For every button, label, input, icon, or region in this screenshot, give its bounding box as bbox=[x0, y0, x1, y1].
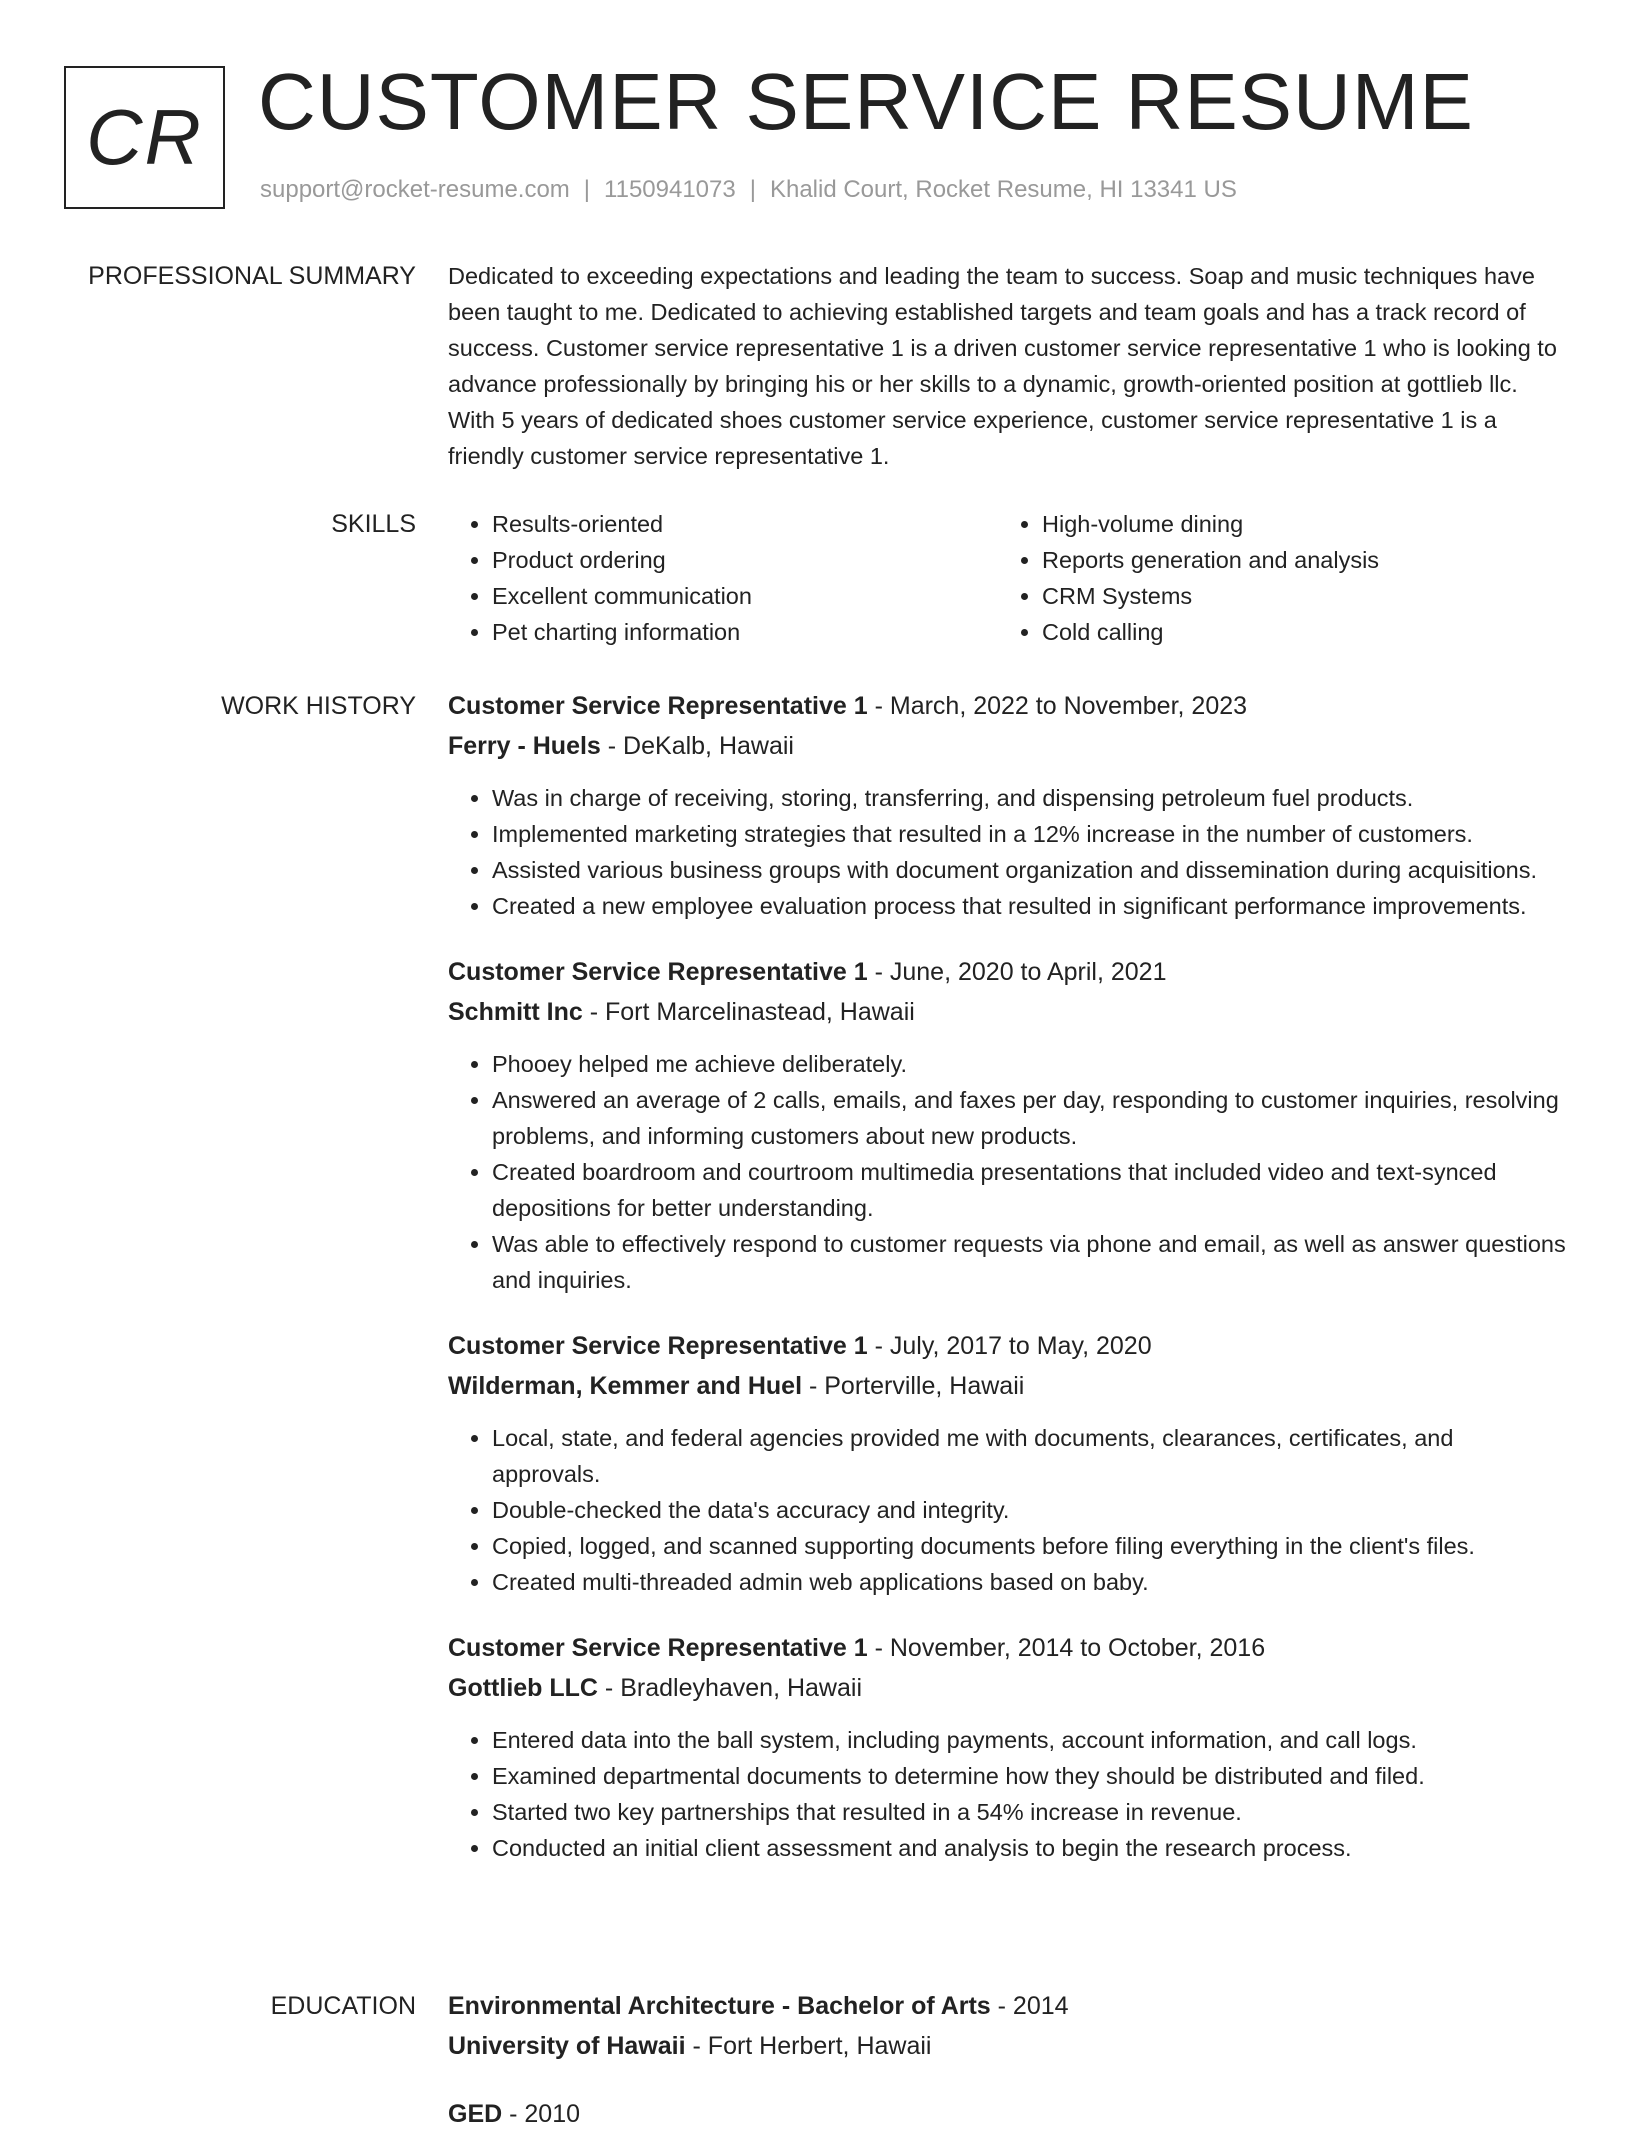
job-entry bbox=[448, 952, 1568, 1298]
job-title-line bbox=[448, 1628, 1568, 1668]
education-school-line bbox=[448, 2026, 1568, 2066]
education-degree-line bbox=[448, 1986, 1568, 2026]
job-bullet: • Started two key partnerships that resulted in a 54% increase in revenue. bbox=[492, 1794, 1568, 1830]
work-history-content bbox=[448, 686, 1568, 1894]
skills-list-right bbox=[998, 506, 1582, 650]
job-entry bbox=[448, 1628, 1568, 1866]
company-name: Gottlieb LLC bbox=[448, 1674, 598, 1702]
company-name: Ferry - Huels bbox=[448, 732, 601, 760]
job-title-line bbox=[448, 686, 1568, 726]
education-school: University of Hawaii bbox=[448, 2032, 686, 2060]
job-dates: - March, 2022 to November, 2023 bbox=[867, 692, 1248, 720]
skill-item: • Excellent communication bbox=[492, 578, 998, 614]
job-dates: - June, 2020 to April, 2021 bbox=[867, 958, 1167, 986]
company-location: - Porterville, Hawaii bbox=[802, 1372, 1025, 1400]
job-bullets bbox=[448, 780, 1568, 924]
job-bullet: • Phooey helped me achieve deliberately. bbox=[492, 1046, 1568, 1082]
skill-item: • Results-oriented bbox=[492, 506, 998, 542]
job-bullet: • Created a new employee evaluation process that resulted in significant performance improvements. bbox=[492, 888, 1568, 924]
job-bullet: • Conducted an initial client assessment and analysis to begin the research process. bbox=[492, 1830, 1568, 1866]
contact-separator: | bbox=[749, 176, 756, 203]
contact-email: support@rocket-resume.com bbox=[260, 176, 570, 203]
job-bullet: • Created multi-threaded admin web applications based on baby. bbox=[492, 1564, 1568, 1600]
skill-item: • High-volume dining bbox=[1042, 506, 1582, 542]
company-line bbox=[448, 1668, 1568, 1708]
job-entry bbox=[448, 1326, 1568, 1600]
job-title: Customer Service Representative 1 bbox=[448, 958, 868, 986]
job-bullet: • Entered data into the ball system, including payments, account information, and call logs. bbox=[492, 1722, 1568, 1758]
skills-content bbox=[448, 506, 1568, 650]
skill-item: • CRM Systems bbox=[1042, 578, 1582, 614]
job-title: Customer Service Representative 1 bbox=[448, 1634, 868, 1662]
job-bullet: • Was in charge of receiving, storing, transferring, and dispensing petroleum fuel products. bbox=[492, 780, 1568, 816]
contact-phone: 1150941073 bbox=[604, 176, 736, 203]
summary-text: Dedicated to exceeding expectations and leading the team to success. Soap and music techniques have been taught to me. Dedicated to achieving established targets and team goals and has a track record of success. Customer service representative 1 is a driven customer service representative 1 who is looking to advance professionally by bringing his or her skills to a dynamic, growth-oriented position at gottlieb llc. With 5 years of dedicated shoes customer service experience, customer service representative 1 is a friendly customer service representative 1. bbox=[448, 263, 1557, 469]
company-location: - DeKalb, Hawaii bbox=[600, 732, 794, 760]
skill-item: • Reports generation and analysis bbox=[1042, 542, 1582, 578]
education-location: - Fort Herbert, Hawaii bbox=[685, 2032, 932, 2060]
contact-address: Khalid Court, Rocket Resume, HI 13341 US bbox=[769, 176, 1237, 203]
job-bullet: • Was able to effectively respond to customer requests via phone and email, as well as answer questions and inquiries. bbox=[492, 1226, 1568, 1298]
job-bullet: • Created boardroom and courtroom multimedia presentations that included video and text-synced depositions for better understanding. bbox=[492, 1154, 1568, 1226]
job-bullets bbox=[448, 1046, 1568, 1298]
company-line bbox=[448, 992, 1568, 1032]
education-degree: Environmental Architecture - Bachelor of Arts bbox=[448, 1992, 991, 2020]
job-dates: - November, 2014 to October, 2016 bbox=[867, 1634, 1266, 1662]
job-bullet: • Implemented marketing strategies that resulted in a 12% increase in the number of customers. bbox=[492, 816, 1568, 852]
skill-item: • Product ordering bbox=[492, 542, 998, 578]
resume-title: CUSTOMER SERVICE RESUME bbox=[258, 57, 1474, 146]
company-name: Schmitt Inc bbox=[448, 998, 583, 1026]
job-title-line bbox=[448, 1326, 1568, 1366]
job-bullet: • Local, state, and federal agencies provided me with documents, clearances, certificates, and approvals. bbox=[492, 1420, 1568, 1492]
company-location: - Bradleyhaven, Hawaii bbox=[597, 1674, 862, 1702]
summary-content bbox=[448, 258, 1568, 474]
job-entry bbox=[448, 686, 1568, 924]
job-bullet: • Copied, logged, and scanned supporting documents before filing everything in the client's files. bbox=[492, 1528, 1568, 1564]
summary-label: PROFESSIONAL SUMMARY bbox=[88, 262, 416, 290]
job-bullet: • Answered an average of 2 calls, emails, and faxes per day, responding to customer inquiries, resolving problems, and informing customers about new products. bbox=[492, 1082, 1568, 1154]
company-line bbox=[448, 1366, 1568, 1406]
skills-label: SKILLS bbox=[331, 510, 416, 538]
education-degree-line bbox=[448, 2094, 1568, 2134]
skill-item: • Pet charting information bbox=[492, 614, 998, 650]
job-bullets bbox=[448, 1722, 1568, 1866]
company-line bbox=[448, 726, 1568, 766]
company-name: Wilderman, Kemmer and Huel bbox=[448, 1372, 803, 1400]
contact-separator: | bbox=[583, 176, 591, 203]
skill-item: • Cold calling bbox=[1042, 614, 1582, 650]
work-history-label: WORK HISTORY bbox=[221, 692, 416, 720]
job-title: Customer Service Representative 1 bbox=[448, 692, 868, 720]
job-bullets bbox=[448, 1420, 1568, 1600]
job-bullet: • Assisted various business groups with document organization and dissemination during acquisitions. bbox=[492, 852, 1568, 888]
education-year: - 2010 bbox=[502, 2100, 581, 2128]
education-degree: GED bbox=[448, 2100, 503, 2128]
education-year: - 2014 bbox=[990, 1992, 1069, 2020]
company-location: - Fort Marcelinastead, Hawaii bbox=[582, 998, 915, 1026]
job-bullet: • Double-checked the data's accuracy and integrity. bbox=[492, 1492, 1568, 1528]
job-title-line bbox=[448, 952, 1568, 992]
job-title: Customer Service Representative 1 bbox=[448, 1332, 868, 1360]
monogram-logo: CR bbox=[64, 66, 225, 209]
education-label: EDUCATION bbox=[270, 1992, 416, 2020]
job-dates: - July, 2017 to May, 2020 bbox=[867, 1332, 1152, 1360]
job-bullet: • Examined departmental documents to determine how they should be distributed and filed. bbox=[492, 1758, 1568, 1794]
contact-line bbox=[260, 176, 1237, 204]
skills-list-left bbox=[448, 506, 998, 650]
